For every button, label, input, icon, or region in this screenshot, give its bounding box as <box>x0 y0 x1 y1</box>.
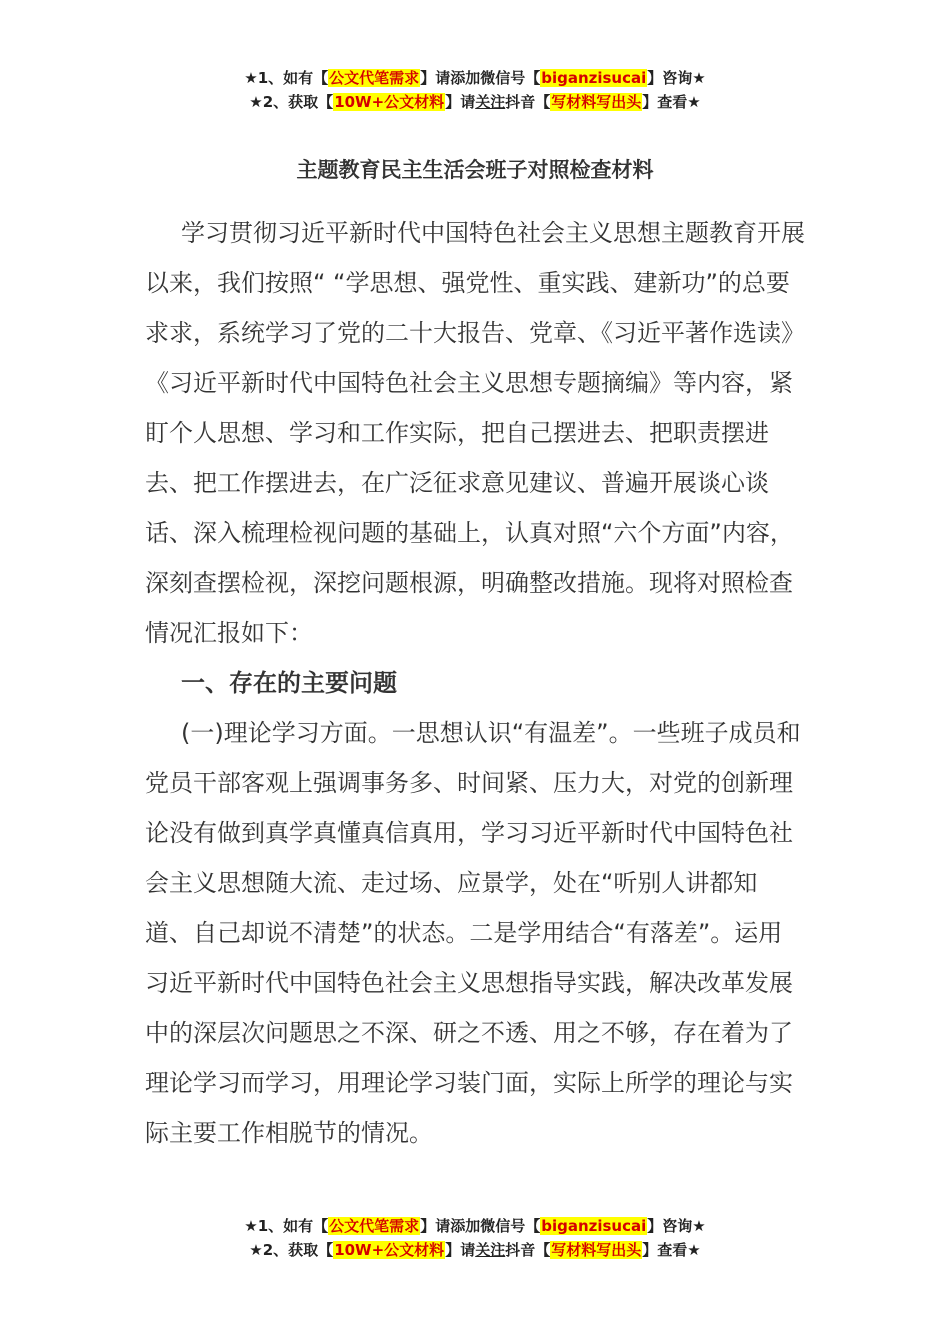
follow-text: 关注 <box>475 93 506 111</box>
banner-line-2: ★2、获取【10W+公文材料】请关注抖音【写材料写出头】查看★ <box>249 93 701 111</box>
highlight-service: 公文代笔需求 <box>329 69 420 87</box>
highlight-douyin: 写材料写出头 <box>551 1241 642 1259</box>
highlight-materials: 10W+公文材料 <box>334 1241 445 1259</box>
highlight-wechat-id: biganzisucai <box>541 1217 647 1235</box>
highlight-materials: 10W+公文材料 <box>334 93 445 111</box>
highlight-service: 公文代笔需求 <box>329 1217 420 1235</box>
highlight-douyin: 写材料写出头 <box>551 93 642 111</box>
banner-line-1: ★1、如有【公文代笔需求】请添加微信号【biganzisucai】咨询★ <box>244 1217 706 1235</box>
document-title: 主题教育民主生活会班子对照检查材料 <box>296 158 654 182</box>
intro-paragraph: 学习贯彻习近平新时代中国特色社会主义思想主题教育开展以来，我们按照“ “学思想、强党性、重实践、建新功”的总要求求，系统学习了党的二十大报告、党章、《习近平著作选读》《习近平新时代中国特色社会主义思想专题摘编》等内容，紧盯个人思想、学习和工作实际，把自己摆进去、把职责摆进去、把工作摆进去，在广泛征求意见建议、普遍开展谈心谈话、深入梳理检视问题的基础上，认真对照“六个方面”内容，深刻查摆检视，深挖问题根源，明确整改措施。现将对照检查情况汇报如下： <box>145 219 805 647</box>
section-heading: 一、存在的主要问题 <box>181 669 397 697</box>
section-paragraph: (一)理论学习方面。一思想认识“有温差”。一些班子成员和党员干部客观上强调事务多、时间紧、压力大，对党的创新理论没有做到真学真懂真信真用，学习习近平新时代中国特色社会主义思想随大流、走过场、应景学，处在“听别人讲都知道、自己却说不清楚”的状态。二是学用结合“有落差”。运用习近平新时代中国特色社会主义思想指导实践，解决改革发展中的深层次问题思之不深、研之不透、用之不够，存在着为了理论学习而学习，用理论学习装门面，实际上所学的理论与实际主要工作相脱节的情况。 <box>145 719 801 1147</box>
highlight-wechat-id: biganzisucai <box>541 69 647 87</box>
footer-banner <box>0 1214 950 1262</box>
banner-line-2: ★2、获取【10W+公文材料】请关注抖音【写材料写出头】查看★ <box>249 1241 701 1259</box>
banner-line-1: ★1、如有【公文代笔需求】请添加微信号【biganzisucai】咨询★ <box>244 69 706 87</box>
header-banner <box>0 66 950 114</box>
document-body <box>145 208 805 1158</box>
follow-text: 关注 <box>475 1241 506 1259</box>
